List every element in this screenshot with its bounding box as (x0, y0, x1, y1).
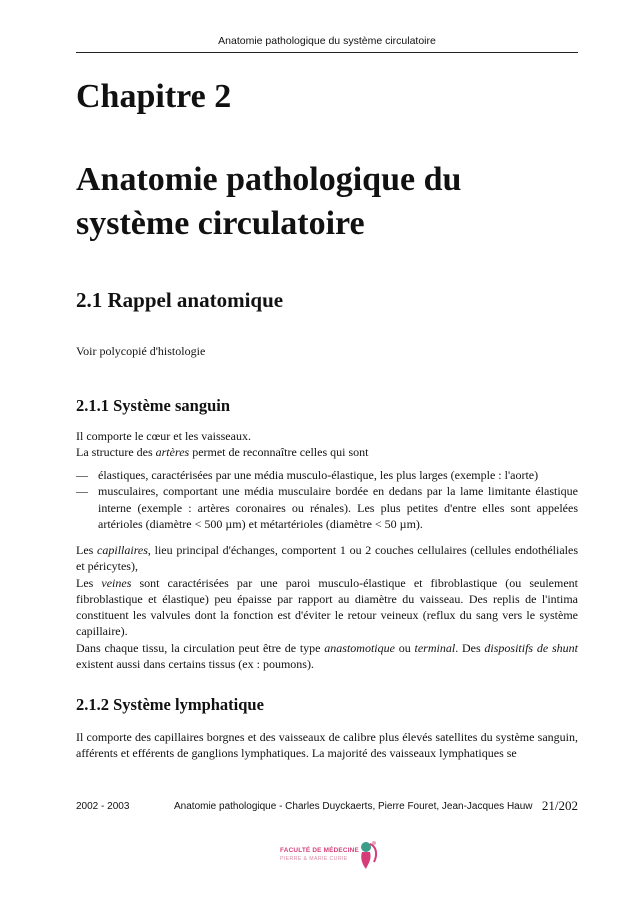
footer-years: 2002 - 2003 (76, 801, 130, 812)
term-veines: veines (101, 575, 132, 590)
list-item (76, 467, 578, 483)
chapter-title: Anatomie pathologique du système circulatoire (76, 161, 462, 242)
text-span: , lieu principal d'échanges, comportent 1 ou 2 couches cellulaires (cellules endothéliales et péricytes), (76, 543, 578, 574)
section-heading-2-1: 2.1 Rappel anatomique (76, 288, 284, 312)
text-span: . Des (455, 640, 485, 655)
text-span: Dans chaque tissu, la circulation peut être de type (76, 640, 325, 655)
term-terminal: terminal (414, 640, 456, 655)
logo-line-1: FACULTÉ DE MÉDECINE (280, 847, 359, 854)
page-number: 21/202 (541, 798, 578, 813)
page-footer (76, 800, 578, 816)
list-dash: — (76, 484, 88, 499)
lymphatic-paragraph: Il comporte des capillaires borgnes et des vaisseaux de calibre plus élevés satellites du système sanguin, afférents et efférents de ganglions lymphatiques. La majorité des vaisseaux lymphatiques se (76, 730, 578, 761)
list-item (76, 483, 578, 532)
intro-line-2b: permet de reconnaître celles qui sont (189, 445, 369, 460)
section-heading-2-1-1: 2.1.1 Système sanguin (76, 396, 231, 415)
section-heading-2-1-2: 2.1.2 Système lymphatique (76, 695, 264, 714)
intro-paragraph (76, 428, 578, 461)
artery-types-list (76, 467, 578, 532)
chapter-label: Chapitre 2 (76, 78, 232, 115)
term-arteres: artères (155, 445, 190, 460)
list-item-text: musculaires, comportant une média musculaire bordée en dedans par la lame limitante élastique interne (exemple : artères coronaires ou rénales). Les plus petites d'entre elles sont appelées artérioles (diamètre < 500 µm) et métartérioles (diamètre < 50 µm). (98, 484, 578, 531)
running-header: Anatomie pathologique du système circulatoire (218, 35, 436, 47)
intro-line-2a: La structure des (76, 445, 156, 460)
term-dispositifs-de-shunt: dispositifs de shunt (484, 640, 578, 655)
text-span: ou (394, 640, 415, 655)
term-capillaires: capillaires (97, 543, 148, 557)
section-2-1-text: Voir polycopié d'histologie (76, 344, 206, 358)
faculty-logo (280, 838, 380, 872)
footer-authors: Anatomie pathologique - Charles Duyckaerts, Pierre Fouret, Jean-Jacques Hauw (174, 801, 533, 812)
list-item-text: élastiques, caractérisées par une média musculo-élastique, les plus larges (exemple : l'aorte) (98, 468, 539, 482)
intro-line-1: Il comporte le cœur et les vaisseaux. (76, 429, 251, 443)
text-span: Les (76, 543, 98, 557)
text-span: Les (76, 575, 102, 590)
header-rule (76, 52, 578, 53)
vessels-paragraph (76, 542, 578, 672)
logo-emblem-icon (356, 838, 380, 870)
text-span: sont caractérisées par une paroi musculo-élastique et fibroblastique (ou seulement fibroblastique et élastique) peu épaisse par rapport au diamètre du vaisseau. Des replis de l'intima constituent les valvules dont la fonction est d'éviter le retour veineux (reflux du sang vers le système capillaire). (76, 575, 579, 639)
term-anastomotique: anastomotique (324, 640, 395, 655)
text-span: existent aussi dans certains tissus (ex : poumons). (76, 657, 314, 672)
logo-line-2: PIERRE & MARIE CURIE (280, 856, 348, 862)
list-dash: — (76, 468, 88, 482)
